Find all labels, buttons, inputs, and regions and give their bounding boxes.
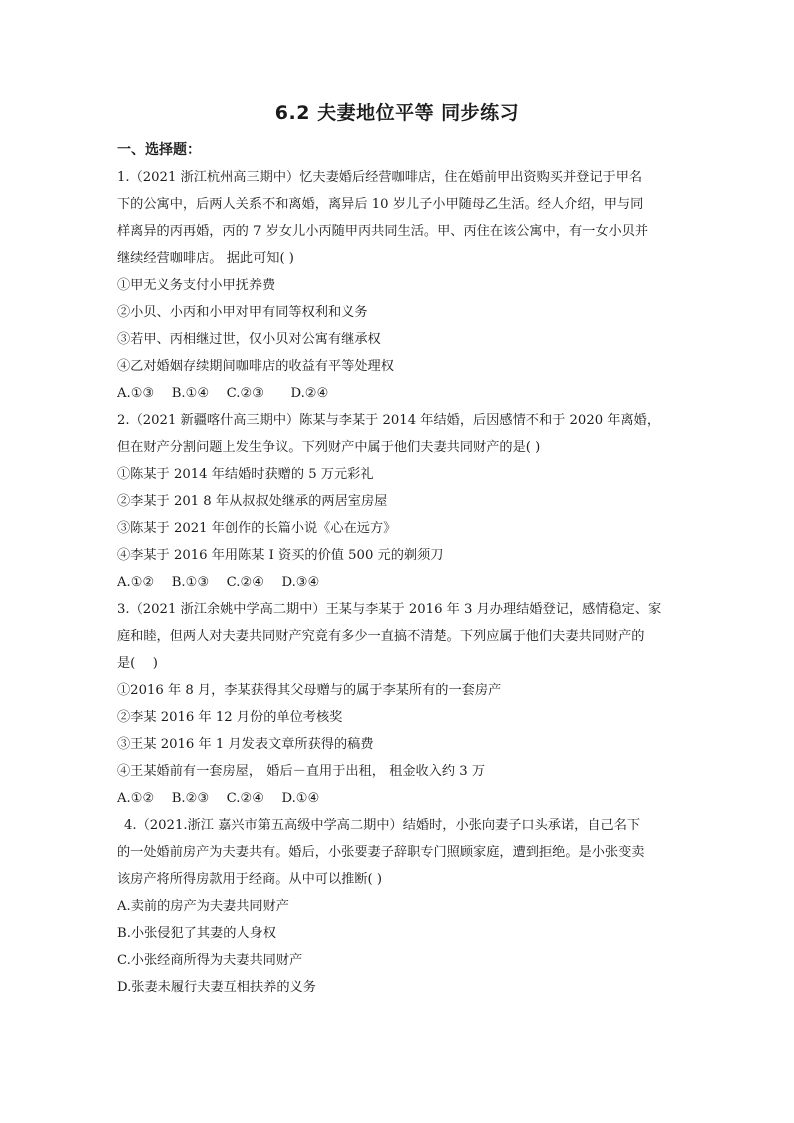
answer-choices: A.①③ B.①④ C.②③ D.②④	[117, 386, 329, 401]
option-line: ①陈某于 2014 年结婚时获赠的 5 万元彩礼	[117, 467, 374, 482]
option-line: B.小张侵犯了其妻的人身权	[117, 926, 276, 941]
question-content	[117, 164, 677, 1001]
option-line: ③若甲、丙相继过世，仅小贝对公寓有继承权	[117, 332, 381, 347]
text-line: 该房产将所得房款用于经商。从中可以推断( )	[117, 872, 383, 887]
text-line: 2.（2021 新疆喀什高三期中）陈某与李某于 2014 年结婚，后因感情不和于 2020 年离婚，	[117, 413, 661, 428]
option-line: ③王某 2016 年 1 月发表文章所获得的稿费	[117, 737, 374, 752]
option-line: ④王某婚前有一套房屋， 婚后－直用于出租， 租金收入约 3 万	[117, 764, 486, 779]
text-line: 3.（2021 浙江余姚中学高二期中）王某与李某于 2016 年 3 月办理结婚登记，感情稳定、家	[117, 602, 662, 617]
text-line: 样离异的丙再婚，丙的 7 岁女儿小丙随甲丙共同生活。甲、丙住在该公寓中，有一女小贝并	[117, 224, 649, 239]
option-line: ④李某于 2016 年用陈某 I 资买的价值 500 元的剃须刀	[117, 548, 444, 563]
text-line: 继续经营咖啡店。 据此可知( )	[117, 251, 294, 266]
option-line: ④乙对婚姻存续期间咖啡店的收益有平等处理权	[117, 359, 394, 374]
option-line: ③陈某于 2021 年创作的长篇小说《心在远方》	[117, 521, 397, 536]
option-line: ②李某于 201 8 年从叔叔处继承的两居室房屋	[117, 494, 388, 509]
text-line: 是( )	[117, 656, 158, 671]
answer-choices: A.①② B.②③ C.②④ D.①④	[117, 791, 320, 806]
text-line: 但在财产分割问题上发生争议。下列财产中属于他们夫妻共同财产的是( )	[117, 440, 541, 455]
text-line: 庭和睦，但两人对夫妻共同财产究竟有多少一直搞不清楚。下列应属于他们夫妻共同财产的	[117, 629, 645, 644]
text-line: 下的公寓中，后两人关系不和离婚，离异后 10 岁儿子小甲随母乙生活。经人介绍，甲与同	[117, 197, 644, 212]
option-line: ①2016 年 8 月，李某获得其父母赠与的属于李某所有的一套房产	[117, 683, 502, 698]
option-line: C.小张经商所得为夫妻共同财产	[117, 953, 303, 968]
option-line: D.张妻未履行夫妻互相扶养的义务	[117, 980, 316, 995]
page-title: 6.2 夫妻地位平等 同步练习	[274, 102, 520, 124]
text-line: 4.（2021.浙江 嘉兴市第五高级中学高二期中）结婚时，小张向妻子口头承诺，自己名下	[124, 818, 641, 833]
text-line: 的一处婚前房产为夫妻共有。婚后，小张要妻子辞职专门照顾家庭，遭到拒绝。是小张变卖	[117, 845, 645, 860]
option-line: ②李某 2016 年 12 月份的单位考核奖	[117, 710, 343, 725]
option-line: A.卖前的房产为夫妻共同财产	[117, 899, 289, 914]
text-line: 1.（2021 浙江杭州高三期中）忆夫妻婚后经营咖啡店，住在婚前甲出资购买并登记于甲名	[117, 170, 643, 185]
option-line: ①甲无义务支付小甲抚养费	[117, 278, 276, 293]
section-heading: 一、选择题：	[117, 142, 201, 158]
answer-choices: A.①② B.①③ C.②④ D.③④	[117, 575, 320, 590]
option-line: ②小贝、小丙和小甲对甲有同等权利和义务	[117, 305, 368, 320]
